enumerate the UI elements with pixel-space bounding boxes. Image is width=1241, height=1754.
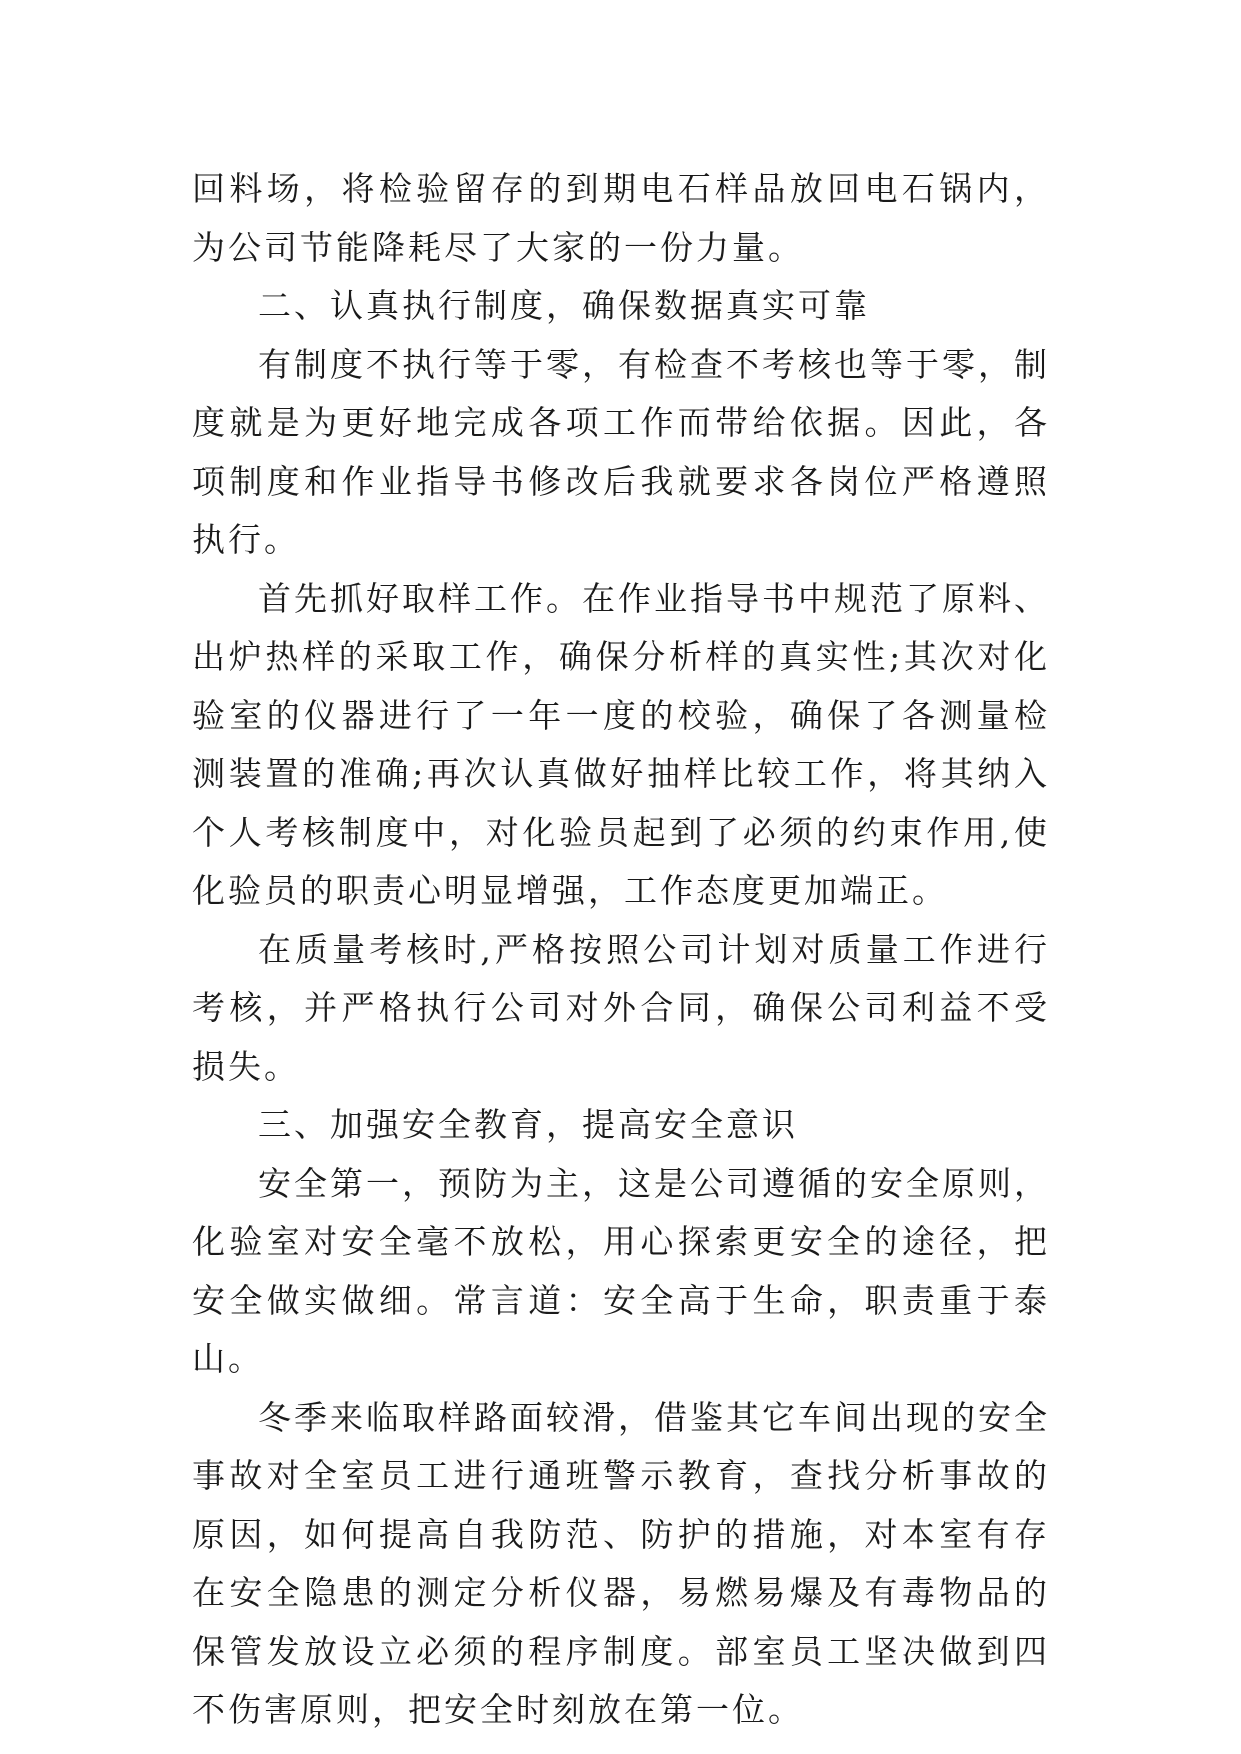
paragraph: 首先抓好取样工作。在作业指导书中规范了原料、出炉热样的采取工作，确保分析样的真实性;其次对化验室的仪器进行了一年一度的校验，确保了各测量检测装置的准确;再次认真做好抽样比较工作，将其纳入个人考核制度中，对化验员起到了必须的约束作用,使化验员的职责心明显增强，工作态度更加端正。 [192,578,1050,910]
paragraph: 安全第一，预防为主，这是公司遵循的安全原则，化验室对安全毫不放松，用心探索更安全的途径，把安全做实做细。常言道：安全高于生命，职责重于泰山。 [192,1163,1050,1378]
paragraph-continuation: 回料场，将检验留存的到期电石样品放回电石锅内，为公司节能降耗尽了大家的一份力量。 [192,169,1050,267]
section-heading-3: 三、加强安全教育，提高安全意识 [258,1105,798,1144]
paragraph: 有制度不执行等于零，有检查不考核也等于零，制度就是为更好地完成各项工作而带给依据。因此，各项制度和作业指导书修改后我就要求各岗位严格遵照执行。 [192,344,1050,559]
paragraph: 在质量考核时,严格按照公司计划对质量工作进行考核，并严格执行公司对外合同，确保公司利益不受损失。 [192,929,1050,1086]
document-body [192,160,1050,1740]
paragraph: 冬季来临取样路面较滑，借鉴其它车间出现的安全事故对全室员工进行通班警示教育，查找分析事故的原因，如何提高自我防范、防护的措施，对本室有存在安全隐患的测定分析仪器，易燃易爆及有毒物品的保管发放设立必须的程序制度。部室员工坚决做到四不伤害原则，把安全时刻放在第一位。 [192,1397,1050,1729]
section-heading-2: 二、认真执行制度，确保数据真实可靠 [258,286,870,325]
